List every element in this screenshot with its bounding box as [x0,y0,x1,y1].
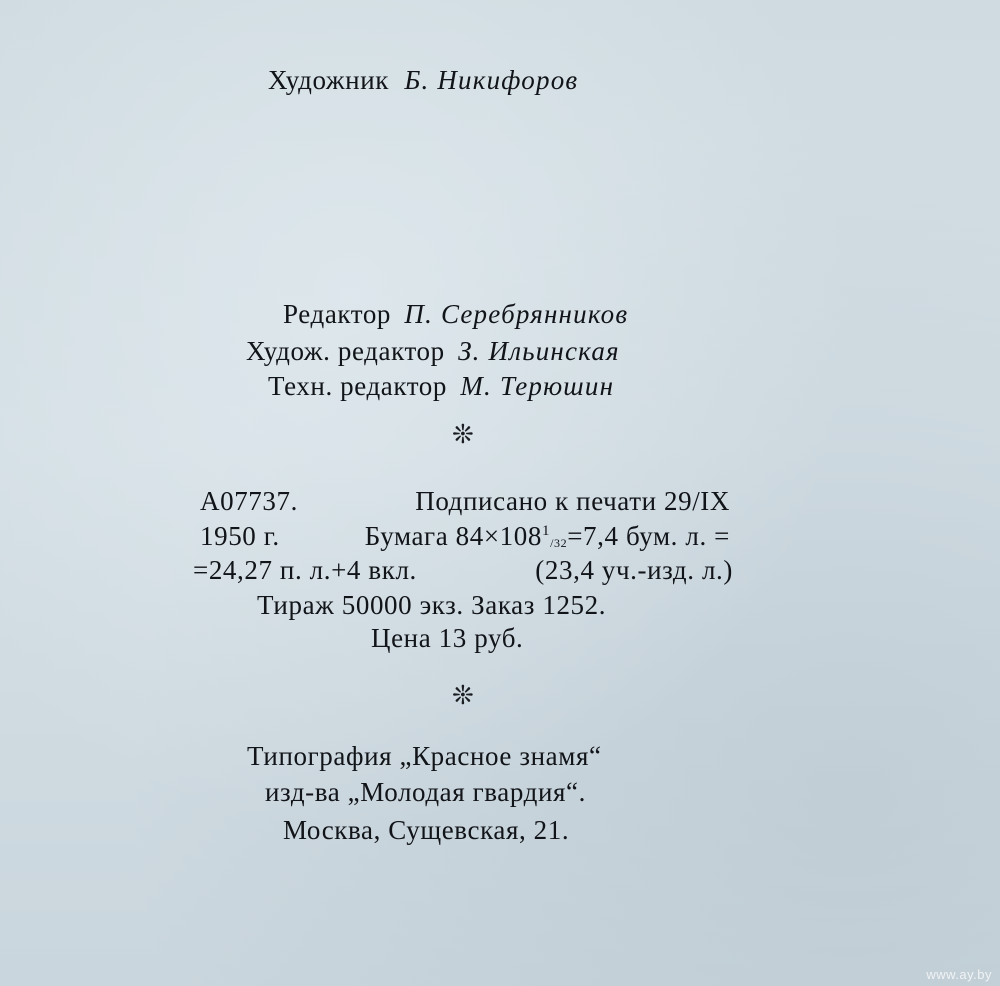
printer-name: Типография „Красное знамя“ [247,741,602,771]
editor-role: Редактор [283,299,392,329]
imprint-line-1 [200,485,730,517]
imprint-paper-format: Бумага 84×108 [364,521,542,551]
imprint-year: 1950 г. [200,521,280,551]
printer-publisher: изд-ва „Молодая гвардия“. [265,777,586,807]
imprint-price: Цена 13 руб. [371,623,524,653]
artist-name: Б. Никифоров [404,65,579,95]
ornament-divider-bottom: ❊ [452,681,474,710]
imprint-paper-frac-num: 1 [541,523,551,539]
imprint-signed: Подписано к печати 29/IX [415,486,730,516]
art-editor-role: Худож. редактор [246,336,445,366]
ornament-divider-top: ❊ [452,420,474,449]
imprint-print-run: Тираж 50000 экз. Заказ 1252. [257,590,607,620]
imprint-paper-sheets: =7,4 бум. л. = [567,521,730,551]
artist-credit [268,64,578,96]
imprint-line-2 [200,520,730,552]
imprint-line-3 [193,554,733,586]
editor-name: П. Серебрянников [404,299,629,329]
art-editor-credit [246,335,620,367]
tech-editor-name: М. Терюшин [460,371,615,401]
imprint-code: А07737. [200,486,298,516]
imprint-print-sheets: =24,27 п. л.+4 вкл. [193,555,417,585]
art-editor-name: З. Ильинская [458,336,620,366]
tech-editor-credit [268,370,614,402]
tech-editor-role: Техн. редактор [268,371,447,401]
editor-credit [283,298,628,330]
artist-role: Художник [268,65,389,95]
imprint-paper [365,520,730,552]
site-watermark: www.ay.by [926,967,992,982]
printer-address: Москва, Сущевская, 21. [283,815,570,845]
imprint-paper-frac-den: /32 [550,536,568,550]
imprint-author-sheets: (23,4 уч.-изд. л.) [535,555,733,585]
